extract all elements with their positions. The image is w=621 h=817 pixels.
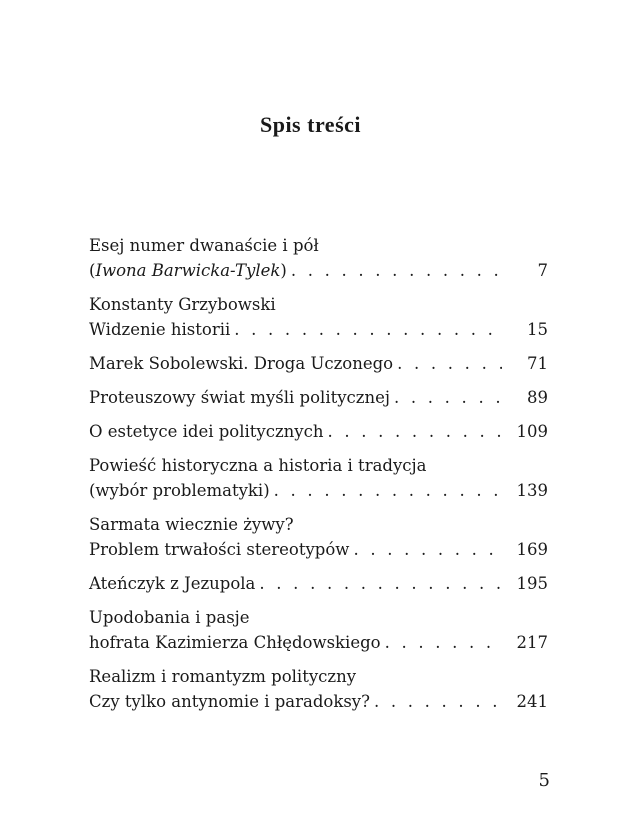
page-number: 109: [516, 422, 548, 441]
entry-subtitle: Czy tylko antynomie i paradoksy?: [89, 692, 370, 711]
toc-entry[interactable]: [89, 605, 548, 655]
entry-title: Ateńczyk z Jezupola: [89, 574, 256, 593]
page-number: 71: [527, 354, 548, 373]
toc-entry[interactable]: [89, 385, 548, 410]
toc-entry[interactable]: [89, 512, 548, 562]
entry-subtitle: (Iwona Barwicka-Tylek): [89, 261, 287, 280]
page-number: 89: [527, 388, 548, 407]
dot-leader: [274, 478, 502, 503]
dot-leader: [394, 385, 502, 410]
entry-title: Upodobania i pasje: [89, 608, 250, 627]
page-number: 217: [516, 633, 548, 652]
dot-leader: [385, 630, 502, 655]
entry-title: Powieść historyczna a historia i tradycja: [89, 456, 427, 475]
toc-entry[interactable]: [89, 664, 548, 714]
toc-entry[interactable]: [89, 453, 548, 503]
entry-title: Konstanty Grzybowski: [89, 295, 276, 314]
toc-entry[interactable]: [89, 292, 548, 342]
page-number: 169: [516, 540, 548, 559]
page-number: 15: [527, 320, 548, 339]
page-title: Spis treści: [259, 112, 362, 137]
toc-entry[interactable]: [89, 571, 548, 596]
entry-title: Realizm i romantyzm polityczny: [89, 667, 357, 686]
dot-leader: [327, 419, 502, 444]
toc-entry[interactable]: [89, 351, 548, 376]
folio-page-number: 5: [538, 770, 550, 791]
page-number: 7: [537, 261, 548, 280]
page-number: 139: [516, 481, 548, 500]
toc-entry[interactable]: [89, 233, 548, 283]
dot-leader: [291, 258, 502, 283]
page-number: 195: [516, 574, 548, 593]
dot-leader: [234, 317, 502, 342]
dot-leader: [397, 351, 502, 376]
entry-subtitle: Problem trwałości stereotypów: [89, 540, 350, 559]
entry-subtitle: (wybór problematyki): [89, 481, 270, 500]
page-number: 241: [516, 692, 548, 711]
entry-title: Proteuszowy świat myśli politycznej: [89, 388, 390, 407]
entry-author: Iwona Barwicka-Tylek: [95, 261, 281, 280]
toc-entry[interactable]: [89, 419, 548, 444]
entry-title: Sarmata wiecznie żywy?: [89, 515, 294, 534]
table-of-contents: [89, 233, 548, 723]
dot-leader: [374, 689, 502, 714]
dot-leader: [353, 537, 502, 562]
entry-subtitle: Widzenie historii: [89, 320, 231, 339]
dot-leader: [259, 571, 502, 596]
entry-title: Marek Sobolewski. Droga Uczonego: [89, 354, 394, 373]
entry-subtitle: hofrata Kazimierza Chłędowskiego: [89, 633, 381, 652]
entry-title: O estetyce idei politycznych: [89, 422, 324, 441]
entry-title: Esej numer dwanaście i pół: [89, 236, 319, 255]
